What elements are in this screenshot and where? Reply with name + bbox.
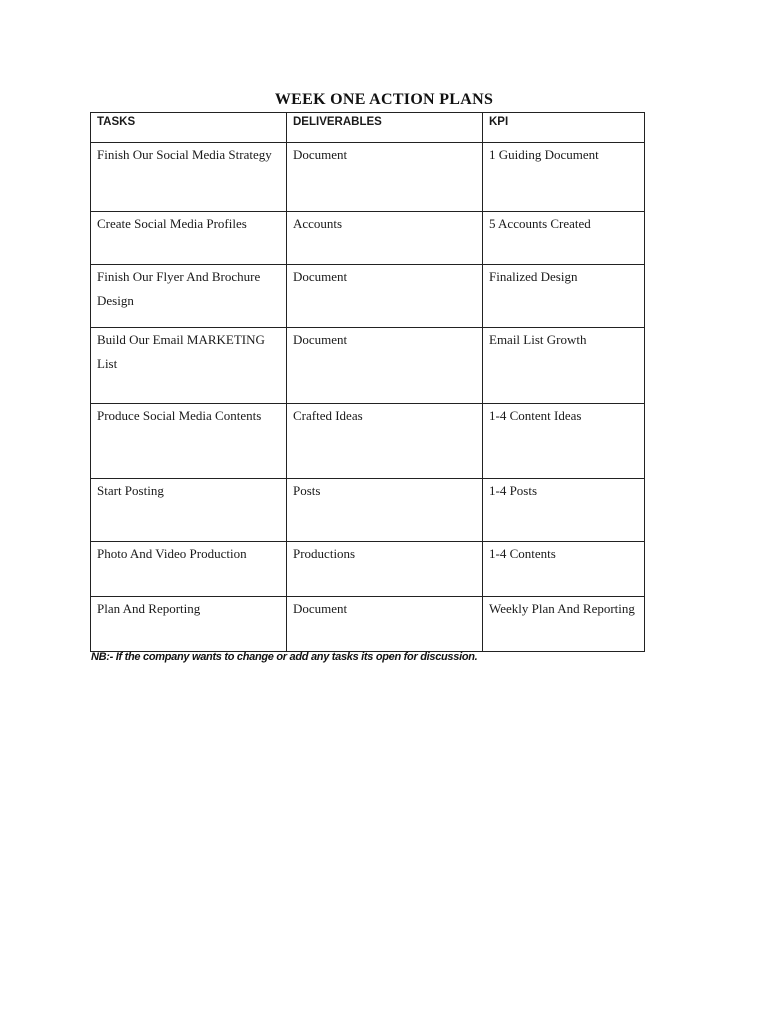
task-cell: Produce Social Media Contents [91, 404, 287, 479]
deliverable-cell: Productions [287, 542, 483, 597]
task-cell: Plan And Reporting [91, 597, 287, 652]
kpi-cell: Finalized Design [483, 265, 645, 328]
kpi-cell: 5 Accounts Created [483, 212, 645, 265]
deliverable-cell: Crafted Ideas [287, 404, 483, 479]
table-row [91, 328, 645, 404]
table-row [91, 404, 645, 479]
action-plan-table [90, 112, 645, 652]
table-row [91, 265, 645, 328]
task-cell: Build Our Email MARKETING List [91, 328, 287, 404]
task-cell: Finish Our Social Media Strategy [91, 143, 287, 212]
table-row [91, 542, 645, 597]
deliverable-cell: Document [287, 328, 483, 404]
kpi-cell: Email List Growth [483, 328, 645, 404]
task-cell: Photo And Video Production [91, 542, 287, 597]
deliverable-cell: Document [287, 597, 483, 652]
deliverable-cell: Document [287, 265, 483, 328]
table-header-row [91, 113, 645, 143]
task-cell: Finish Our Flyer And Brochure Design [91, 265, 287, 328]
deliverable-cell: Posts [287, 479, 483, 542]
kpi-cell: 1 Guiding Document [483, 143, 645, 212]
table-row [91, 212, 645, 265]
table-row [91, 597, 645, 652]
kpi-cell: 1-4 Contents [483, 542, 645, 597]
deliverable-cell: Document [287, 143, 483, 212]
kpi-cell: Weekly Plan And Reporting [483, 597, 645, 652]
column-header-tasks: TASKS [91, 113, 287, 143]
task-cell: Start Posting [91, 479, 287, 542]
table-row [91, 143, 645, 212]
kpi-cell: 1-4 Posts [483, 479, 645, 542]
column-header-deliverables: DELIVERABLES [287, 113, 483, 143]
table-row [91, 479, 645, 542]
deliverable-cell: Accounts [287, 212, 483, 265]
task-cell: Create Social Media Profiles [91, 212, 287, 265]
column-header-kpi: KPI [483, 113, 645, 143]
page-title: WEEK ONE ACTION PLANS [274, 91, 494, 108]
footnote: NB:- If the company wants to change or add any tasks its open for discussion. [91, 651, 478, 663]
kpi-cell: 1-4 Content Ideas [483, 404, 645, 479]
